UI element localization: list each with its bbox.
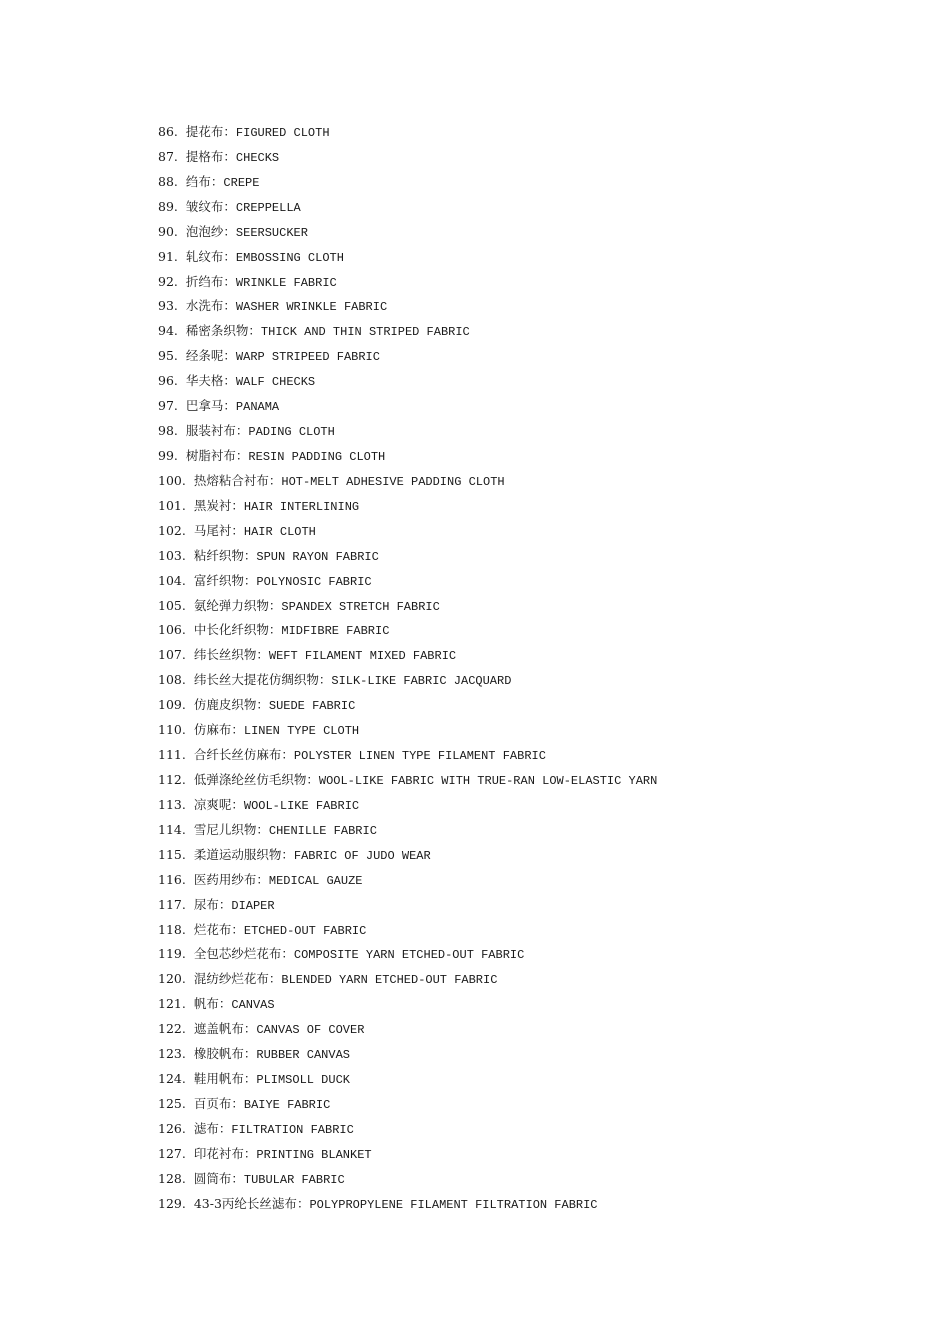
entry-number: 104. — [158, 572, 186, 588]
entry-number: 118. — [158, 921, 186, 937]
glossary-entry — [158, 344, 918, 369]
term-separator: ： — [248, 323, 261, 339]
glossary-entry — [158, 1117, 918, 1142]
term-separator: ： — [223, 148, 236, 164]
english-term: WASHER WRINKLE FABRIC — [235, 300, 388, 315]
term-separator: ： — [268, 622, 282, 638]
english-term: RESIN PADDING CLOTH — [248, 449, 386, 464]
chinese-term: 圆筒布 — [193, 1170, 232, 1186]
chinese-term: 印花衬布 — [193, 1145, 244, 1161]
english-term: WOOL-LIKE FABRIC — [243, 798, 360, 813]
glossary-entry — [158, 294, 918, 319]
chinese-term: 混纺纱烂花布 — [193, 971, 269, 987]
english-term: HOT-MELT ADHESIVE PADDING CLOTH — [281, 474, 505, 489]
glossary-entry — [158, 1067, 918, 1092]
glossary-entry — [158, 1017, 918, 1042]
chinese-term: 帆布 — [193, 996, 219, 1012]
glossary-entry — [158, 594, 918, 619]
term-separator: ： — [223, 398, 236, 414]
chinese-term: 黑炭衬 — [193, 497, 232, 513]
chinese-term: 马尾衬 — [193, 522, 232, 538]
chinese-term: 稀密条织物 — [185, 323, 249, 339]
entry-number: 100. — [158, 472, 186, 488]
glossary-entry — [158, 618, 918, 643]
glossary-entry — [158, 1042, 918, 1067]
glossary-entry — [158, 444, 918, 469]
entry-number: 101. — [158, 497, 186, 513]
term-separator: ： — [318, 672, 332, 688]
english-term: COMPOSITE YARN ETCHED-OUT FABRIC — [293, 948, 525, 963]
entry-number: 114. — [158, 821, 186, 837]
english-term: PRINTING BLANKET — [256, 1147, 372, 1162]
english-term: CANVAS OF COVER — [256, 1023, 365, 1038]
chinese-term: 柔道运动服织物 — [193, 846, 282, 862]
english-term: CREPPELLA — [235, 200, 301, 215]
english-term: CHENILLE FABRIC — [268, 823, 377, 838]
glossary-entry — [158, 519, 918, 544]
english-term: POLYNOSIC FABRIC — [256, 574, 372, 589]
chinese-term: 经条呢 — [185, 348, 224, 364]
glossary-entry — [158, 768, 918, 793]
glossary-entry — [158, 1192, 918, 1217]
chinese-term: 纬长丝织物 — [193, 647, 257, 663]
entry-number: 121. — [158, 996, 186, 1012]
term-separator: ： — [281, 747, 294, 763]
glossary-entry — [158, 569, 918, 594]
entry-number: 127. — [158, 1145, 186, 1161]
english-term: MIDFIBRE FABRIC — [281, 624, 390, 639]
chinese-term: 全包芯纱烂花布 — [193, 946, 282, 962]
glossary-entry — [158, 319, 918, 344]
entry-number: 115. — [158, 846, 186, 862]
english-term: WOOL-LIKE FABRIC WITH TRUE-RAN LOW-ELASTIC YARN — [318, 773, 658, 788]
entry-number: 94. — [158, 323, 178, 339]
chinese-term: 氨纶弹力织物 — [193, 597, 269, 613]
term-separator: ： — [268, 971, 282, 987]
entry-number: 91. — [158, 248, 178, 264]
glossary-entry — [158, 942, 918, 967]
glossary-entry — [158, 718, 918, 743]
entry-number: 106. — [158, 622, 186, 638]
chinese-term: 医药用纱布 — [193, 871, 257, 887]
entry-number: 99. — [158, 447, 178, 463]
term-separator: ： — [243, 1071, 257, 1087]
english-term: DIAPER — [231, 898, 275, 913]
english-term: FILTRATION FABRIC — [231, 1122, 354, 1137]
chinese-term: 仿鹿皮织物 — [193, 697, 257, 713]
term-separator: ： — [256, 697, 269, 713]
chinese-term: 富纤织物 — [193, 572, 244, 588]
chinese-term: 轧纹布 — [185, 248, 224, 264]
term-separator: ： — [243, 547, 257, 563]
entry-number: 123. — [158, 1046, 186, 1062]
glossary-entry — [158, 693, 918, 718]
entry-number: 108. — [158, 672, 186, 688]
entry-number: 87. — [158, 148, 178, 164]
chinese-term: 泡泡纱 — [185, 223, 224, 239]
glossary-entry — [158, 419, 918, 444]
entry-number: 124. — [158, 1071, 186, 1087]
chinese-term: 43-3丙纶长丝滤布 — [193, 1195, 297, 1211]
term-separator: ： — [281, 846, 294, 862]
term-separator: ： — [231, 796, 244, 812]
english-term: HAIR INTERLINING — [243, 499, 360, 514]
term-separator: ： — [243, 1046, 257, 1062]
term-separator: ： — [218, 996, 232, 1012]
english-term: WEFT FILAMENT MIXED FABRIC — [268, 649, 457, 664]
entry-number: 113. — [158, 796, 186, 812]
english-term: SILK-LIKE FABRIC JACQUARD — [331, 674, 512, 689]
chinese-term: 服装衬布 — [185, 423, 236, 439]
glossary-entry — [158, 170, 918, 195]
english-term: FIGURED CLOTH — [235, 126, 330, 140]
term-separator: ： — [223, 198, 236, 214]
english-term: ETCHED-OUT FABRIC — [243, 923, 367, 938]
term-separator: ： — [231, 1170, 244, 1186]
glossary-entry — [158, 967, 918, 992]
glossary-entry — [158, 1167, 918, 1192]
entry-number: 125. — [158, 1095, 186, 1111]
english-term: WARP STRIPEED FABRIC — [235, 350, 380, 365]
english-term: RUBBER CANVAS — [256, 1048, 350, 1063]
entry-number: 90. — [158, 223, 178, 239]
entry-number: 107. — [158, 647, 186, 663]
term-separator: ： — [223, 373, 236, 389]
glossary-entry — [158, 893, 918, 918]
glossary-entry — [158, 494, 918, 519]
term-separator: ： — [223, 248, 236, 264]
english-term: HAIR CLOTH — [243, 524, 316, 539]
chinese-term: 仿麻布 — [193, 722, 232, 738]
chinese-term: 鞋用帆布 — [193, 1071, 244, 1087]
english-term: LINEN TYPE CLOTH — [243, 724, 360, 739]
entry-number: 97. — [158, 398, 178, 414]
entry-number: 120. — [158, 971, 186, 987]
english-term: CANVAS — [231, 998, 275, 1013]
chinese-term: 烂花布 — [193, 921, 232, 937]
term-separator: ： — [268, 597, 282, 613]
chinese-term: 热熔粘合衬布 — [193, 472, 269, 488]
english-term: SPANDEX STRETCH FABRIC — [281, 599, 440, 614]
entry-number: 105. — [158, 597, 186, 613]
glossary-entry — [158, 643, 918, 668]
chinese-term: 百页布 — [193, 1095, 232, 1111]
chinese-term: 橡胶帆布 — [193, 1046, 244, 1062]
glossary-entry — [158, 220, 918, 245]
english-term: FABRIC OF JUDO WEAR — [293, 848, 431, 863]
glossary-entry — [158, 793, 918, 818]
entry-number: 112. — [158, 771, 186, 787]
entry-number: 92. — [158, 273, 178, 289]
english-term: WALF CHECKS — [235, 375, 316, 390]
chinese-term: 尿布 — [193, 896, 219, 912]
english-term: THICK AND THIN STRIPED FABRIC — [260, 325, 470, 340]
entry-number: 116. — [158, 871, 186, 887]
glossary-entry — [158, 743, 918, 768]
term-separator: ： — [235, 447, 249, 463]
term-separator: ： — [306, 771, 319, 787]
entry-number: 119. — [158, 946, 186, 962]
term-separator: ： — [231, 497, 244, 513]
entry-number: 103. — [158, 547, 186, 563]
term-separator: ： — [256, 871, 269, 887]
english-term: PLIMSOLL DUCK — [256, 1073, 350, 1088]
english-term: MEDICAL GAUZE — [268, 873, 363, 888]
entry-number: 128. — [158, 1170, 186, 1186]
english-term: CREPE — [223, 175, 260, 190]
term-separator: ： — [231, 722, 244, 738]
entry-number: 102. — [158, 522, 186, 538]
term-separator: ： — [243, 1145, 257, 1161]
term-separator: ： — [223, 124, 236, 139]
chinese-term: 巴拿马 — [185, 398, 224, 414]
glossary-entry — [158, 245, 918, 270]
entry-number: 126. — [158, 1120, 186, 1136]
english-term: SPUN RAYON FABRIC — [256, 549, 379, 564]
term-separator: ： — [231, 522, 244, 538]
english-term: CHECKS — [235, 150, 280, 165]
chinese-term: 低弹涤纶丝仿毛织物 — [193, 771, 307, 787]
chinese-term: 滤布 — [193, 1120, 219, 1136]
entry-number: 98. — [158, 423, 178, 439]
term-separator: ： — [223, 223, 236, 239]
term-separator: ： — [256, 821, 269, 837]
entry-number: 93. — [158, 298, 178, 314]
glossary-entry — [158, 843, 918, 868]
chinese-term: 水洗布 — [185, 298, 224, 314]
glossary-list — [158, 120, 918, 1217]
entry-number: 96. — [158, 373, 178, 389]
chinese-term: 合纤长丝仿麻布 — [193, 747, 282, 763]
chinese-term: 雪尼儿织物 — [193, 821, 257, 837]
glossary-entry — [158, 1142, 918, 1167]
english-term: POLYSTER LINEN TYPE FILAMENT FABRIC — [293, 749, 546, 764]
english-term: SEERSUCKER — [235, 225, 308, 240]
entry-number: 129. — [158, 1195, 186, 1211]
chinese-term: 折绉布 — [185, 273, 224, 289]
term-separator: ： — [296, 1195, 310, 1211]
chinese-term: 纬长丝大提花仿绸织物 — [193, 672, 319, 688]
glossary-entry — [158, 120, 918, 145]
chinese-term: 粘纤织物 — [193, 547, 244, 563]
english-term: PANAMA — [235, 400, 280, 415]
term-separator: ： — [223, 298, 236, 314]
term-separator: ： — [223, 273, 236, 289]
glossary-entry — [158, 195, 918, 220]
chinese-term: 中长化纤织物 — [193, 622, 269, 638]
chinese-term: 树脂衬布 — [185, 447, 236, 463]
english-term: POLYPROPYLENE FILAMENT FILTRATION FABRIC — [309, 1197, 598, 1212]
entry-number: 110. — [158, 722, 186, 738]
english-term: TUBULAR FABRIC — [243, 1172, 345, 1187]
glossary-entry — [158, 818, 918, 843]
entry-number: 117. — [158, 896, 186, 912]
entry-number: 88. — [158, 173, 178, 189]
term-separator: ： — [231, 921, 244, 937]
glossary-entry — [158, 394, 918, 419]
term-separator: ： — [243, 572, 257, 588]
chinese-term: 皱纹布 — [185, 198, 224, 214]
term-separator: ： — [231, 1095, 244, 1111]
english-term: EMBOSSING CLOTH — [235, 250, 344, 265]
english-term: BAIYE FABRIC — [243, 1097, 331, 1112]
english-term: SUEDE FABRIC — [268, 699, 356, 714]
glossary-entry — [158, 544, 918, 569]
term-separator: ： — [218, 896, 232, 912]
glossary-entry — [158, 868, 918, 893]
glossary-entry — [158, 992, 918, 1017]
glossary-entry — [158, 270, 918, 295]
term-separator: ： — [281, 946, 294, 962]
glossary-entry — [158, 1092, 918, 1117]
glossary-entry — [158, 668, 918, 693]
glossary-entry — [158, 469, 918, 494]
term-separator: ： — [268, 472, 282, 488]
english-term: WRINKLE FABRIC — [235, 275, 337, 290]
term-separator: ： — [256, 647, 269, 663]
glossary-entry — [158, 369, 918, 394]
chinese-term: 凉爽呢 — [193, 796, 232, 812]
entry-number: 109. — [158, 697, 186, 713]
chinese-term: 提格布 — [185, 148, 224, 164]
entry-number: 89. — [158, 198, 178, 214]
english-term: BLENDED YARN ETCHED-OUT FABRIC — [281, 973, 498, 988]
term-separator: ： — [223, 348, 236, 364]
chinese-term: 华夫格 — [185, 373, 224, 389]
term-separator: ： — [235, 423, 249, 439]
term-separator: ： — [210, 173, 224, 189]
chinese-term: 提花布 — [185, 124, 224, 139]
entry-number: 95. — [158, 348, 178, 364]
term-separator: ： — [218, 1120, 232, 1136]
chinese-term: 遮盖帆布 — [193, 1021, 244, 1037]
entry-number: 122. — [158, 1021, 186, 1037]
english-term: PADING CLOTH — [248, 425, 335, 440]
term-separator: ： — [243, 1021, 257, 1037]
entry-number: 111. — [158, 747, 186, 763]
entry-number: 86. — [158, 124, 178, 139]
chinese-term: 绉布 — [185, 173, 211, 189]
glossary-entry — [158, 145, 918, 170]
glossary-entry — [158, 918, 918, 943]
